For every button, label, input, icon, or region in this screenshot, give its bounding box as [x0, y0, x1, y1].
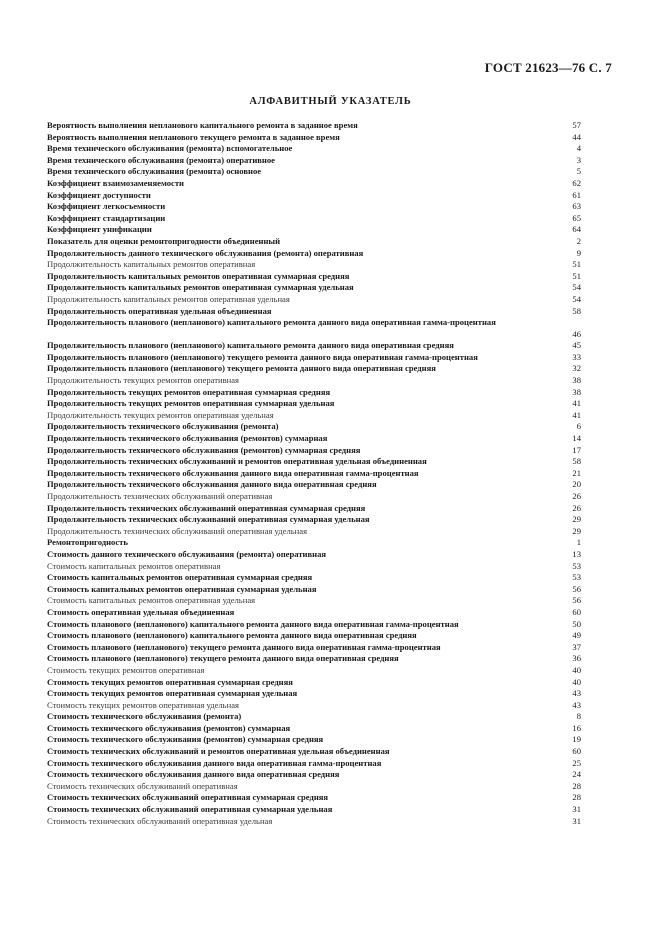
entry-page-number: 62 — [572, 177, 581, 188]
entry-term: Стоимость технических обслуживаний оперативная удельная — [47, 815, 273, 826]
entry-term: Продолжительность капитальных ремонтов оперативная — [47, 259, 256, 270]
entry-page-number: 14 — [572, 433, 581, 444]
index-entry — [47, 306, 581, 318]
entry-term: Продолжительность капитальных ремонтов оперативная удельная — [47, 293, 290, 304]
index-entry — [47, 816, 581, 828]
index-entry — [47, 468, 581, 480]
index-entry — [47, 410, 581, 422]
entry-page-number: 50 — [572, 618, 581, 629]
index-entry — [47, 781, 581, 793]
entry-page-number: 61 — [572, 189, 581, 200]
index-entry — [47, 549, 581, 561]
entry-page-number: 25 — [572, 757, 581, 768]
entry-page-number: 53 — [572, 572, 581, 583]
index-entry — [47, 236, 581, 248]
index-entry — [47, 537, 581, 549]
entry-page-number: 56 — [572, 583, 581, 594]
entry-page-number: 45 — [572, 340, 581, 351]
entry-page-number: 37 — [572, 641, 581, 652]
entry-term: Продолжительность данного технического обслуживания (ремонта) оперативная — [47, 247, 364, 258]
entry-page-number: 58 — [572, 456, 581, 467]
index-entry — [47, 143, 581, 155]
entry-term: Продолжительность технических обслуживаний и ремонтов оперативная удельная объединенная — [47, 456, 427, 467]
entry-term: Стоимость технического обслуживания (ремонтов) суммарная средняя — [47, 734, 324, 745]
index-entry — [47, 653, 581, 665]
index-entry — [47, 792, 581, 804]
entry-term: Коэффициент легкосъемности — [47, 201, 166, 212]
entry-term: Стоимость планового (непланового) текущего ремонта данного вида оперативная средняя — [47, 653, 399, 664]
entry-page-number: 29 — [572, 525, 581, 536]
index-entry — [47, 491, 581, 503]
entry-term: Стоимость технического обслуживания (ремонтов) суммарная — [47, 722, 291, 733]
index-title: АЛФАВИТНЫЙ УКАЗАТЕЛЬ — [249, 96, 412, 107]
entry-term: Стоимость технических обслуживаний оперативная суммарная удельная — [47, 804, 333, 815]
entry-page-number: 54 — [572, 282, 581, 293]
entry-term: Продолжительность оперативная удельная объединенная — [47, 305, 272, 316]
entry-page-number: 31 — [572, 804, 581, 815]
entry-page-number: 38 — [572, 375, 581, 386]
index-entry — [47, 723, 581, 735]
entry-term: Продолжительность текущих ремонтов оперативная — [47, 375, 240, 386]
entry-term: Стоимость капитальных ремонтов оперативная — [47, 560, 221, 571]
entry-term: Продолжительность планового (непланового) капитального ремонта данного вида оперативная гамма-процентная — [47, 317, 496, 328]
index-entry — [47, 561, 581, 573]
index-entry — [47, 271, 581, 283]
index-entry — [47, 607, 581, 619]
entry-term: Продолжительность планового (непланового) текущего ремонта данного вида оперативная средняя — [47, 363, 436, 374]
entry-term: Стоимость данного технического обслуживания (ремонта) оперативная — [47, 548, 327, 559]
entry-page-number: 19 — [572, 734, 581, 745]
entry-term: Продолжительность технических обслуживаний оперативная суммарная удельная — [47, 514, 370, 525]
index-entry — [47, 769, 581, 781]
entry-page-number: 54 — [572, 293, 581, 304]
entry-term: Стоимость планового (непланового) капитального ремонта данного вида оперативная гамма-процентная — [47, 618, 459, 629]
entry-term: Стоимость капитальных ремонтов оперативная удельная — [47, 595, 256, 606]
entry-term: Продолжительность планового (непланового) текущего ремонта данного вида оперативная гамма-процентная — [47, 351, 478, 362]
index-entry — [47, 734, 581, 746]
entry-page-number: 60 — [572, 746, 581, 757]
index-entry — [47, 456, 581, 468]
index-entry — [47, 387, 581, 399]
index-entry — [47, 340, 581, 352]
entry-term: Стоимость текущих ремонтов оперативная суммарная удельная — [47, 688, 298, 699]
entry-page-number: 38 — [572, 386, 581, 397]
entry-page-number: 3 — [576, 154, 581, 165]
entry-term: Продолжительность капитальных ремонтов оперативная суммарная средняя — [47, 270, 350, 281]
entry-page-number: 65 — [572, 212, 581, 223]
entry-page-number: 63 — [572, 201, 581, 212]
entry-term: Время технического обслуживания (ремонта) основное — [47, 166, 262, 177]
entry-term: Стоимость текущих ремонтов оперативная удельная — [47, 699, 239, 710]
entry-page-number: 51 — [572, 259, 581, 270]
entry-page-number: 57 — [572, 120, 581, 130]
index-entry — [47, 700, 581, 712]
entry-page-number: 43 — [572, 699, 581, 710]
index-entry — [47, 166, 581, 178]
entry-term: Продолжительность текущих ремонтов оперативная удельная — [47, 409, 274, 420]
entry-term: Вероятность выполнения непланового капитального ремонта в заданное время — [47, 120, 358, 130]
index-entry — [47, 514, 581, 526]
entry-page-number: 1 — [576, 537, 581, 548]
entry-term: Коэффициент взаимозаменяемости — [47, 177, 184, 188]
entry-page-number: 32 — [572, 363, 581, 374]
index-entry — [47, 132, 581, 144]
index-entry — [47, 526, 581, 538]
index-entry — [47, 178, 581, 190]
standard-designation: ГОСТ 21623—76 С. 7 — [484, 60, 612, 75]
entry-page-number: 26 — [572, 502, 581, 513]
entry-page-number: 8 — [576, 711, 581, 722]
index-entry — [47, 630, 581, 642]
entry-page-number: 56 — [572, 595, 581, 606]
entry-page-number: 46 — [572, 328, 581, 339]
index-entry — [47, 398, 581, 410]
index-entry — [47, 619, 581, 631]
entry-term: Стоимость технических обслуживаний оперативная — [47, 780, 238, 791]
entry-page-number: 4 — [576, 143, 581, 154]
entry-page-number: 49 — [572, 630, 581, 641]
index-entries — [47, 120, 581, 827]
entry-term: Продолжительность капитальных ремонтов оперативная суммарная удельная — [47, 282, 354, 293]
index-entry — [47, 677, 581, 689]
index-entry — [47, 479, 581, 491]
entry-page-number: 36 — [572, 653, 581, 664]
index-entry — [47, 758, 581, 770]
index-entry — [47, 642, 581, 654]
index-entry — [47, 282, 581, 294]
entry-term: Стоимость планового (непланового) текущего ремонта данного вида оперативная гамма-процентная — [47, 641, 441, 652]
entry-page-number: 26 — [572, 491, 581, 501]
entry-term: Продолжительность текущих ремонтов оперативная суммарная удельная — [47, 398, 335, 409]
entry-term: Вероятность выполнения непланового текущего ремонта в заданное время — [47, 131, 340, 142]
index-entry — [47, 433, 581, 445]
entry-page-number: 41 — [572, 409, 581, 420]
entry-term: Продолжительность технического обслуживания (ремонта) — [47, 421, 279, 432]
entry-term: Продолжительность технических обслуживаний оперативная — [47, 491, 273, 501]
index-entry — [47, 688, 581, 700]
index-entry — [47, 317, 581, 340]
index-entry — [47, 190, 581, 202]
index-entry — [47, 120, 581, 132]
entry-term: Стоимость технических обслуживаний оперативная суммарная средняя — [47, 792, 329, 803]
index-entry — [47, 363, 581, 375]
entry-term: Стоимость текущих ремонтов оперативная суммарная средняя — [47, 676, 293, 687]
entry-page-number: 21 — [572, 467, 581, 478]
entry-term: Коэффициент доступности — [47, 189, 151, 200]
index-entry — [47, 804, 581, 816]
entry-page-number: 24 — [572, 769, 581, 780]
index-entry — [47, 213, 581, 225]
index-entry — [47, 375, 581, 387]
entry-page-number: 64 — [572, 224, 581, 235]
index-entry — [47, 248, 581, 260]
entry-page-number: 28 — [572, 792, 581, 803]
entry-page-number: 58 — [572, 305, 581, 316]
entry-term: Стоимость оперативная удельная объединенная — [47, 606, 235, 617]
entry-page-number: 40 — [572, 676, 581, 687]
entry-page-number: 28 — [572, 780, 581, 791]
entry-term: Коэффициент унификации — [47, 224, 152, 235]
entry-page-number: 17 — [572, 444, 581, 455]
entry-page-number: 31 — [572, 815, 581, 826]
index-entry — [47, 421, 581, 433]
entry-term: Стоимость капитальных ремонтов оперативная суммарная удельная — [47, 583, 317, 594]
index-entry — [47, 503, 581, 515]
entry-page-number: 16 — [572, 722, 581, 733]
entry-term: Стоимость технического обслуживания данного вида оперативная гамма-процентная — [47, 757, 382, 768]
entry-term: Стоимость технического обслуживания данного вида оперативная средняя — [47, 769, 340, 780]
index-entry — [47, 584, 581, 596]
entry-term: Продолжительность технических обслуживаний оперативная удельная — [47, 525, 308, 536]
entry-page-number: 43 — [572, 688, 581, 699]
index-entry — [47, 572, 581, 584]
entry-term: Продолжительность текущих ремонтов оперативная суммарная средняя — [47, 386, 331, 397]
entry-page-number: 44 — [572, 131, 581, 142]
entry-page-number: 13 — [572, 548, 581, 559]
entry-term: Показатель для оценки ремонтопригодности объединенный — [47, 235, 281, 246]
entry-term: Стоимость капитальных ремонтов оперативная суммарная средняя — [47, 572, 313, 583]
entry-term: Продолжительность технических обслуживаний оперативная суммарная средняя — [47, 502, 366, 513]
entry-page-number: 33 — [572, 351, 581, 362]
index-entry — [47, 294, 581, 306]
index-entry — [47, 665, 581, 677]
entry-page-number: 2 — [576, 235, 581, 246]
entry-term: Коэффициент стандартизации — [47, 212, 166, 223]
entry-term: Стоимость текущих ремонтов оперативная — [47, 664, 205, 675]
index-entry — [47, 711, 581, 723]
index-entry — [47, 224, 581, 236]
entry-term: Стоимость технических обслуживаний и ремонтов оперативная удельная объединенная — [47, 746, 390, 757]
entry-page-number: 6 — [576, 421, 581, 432]
index-entry — [47, 595, 581, 607]
index-entry — [47, 352, 581, 364]
entry-page-number: 5 — [576, 166, 581, 177]
index-entry — [47, 201, 581, 213]
entry-term: Время технического обслуживания (ремонта) вспомогательное — [47, 143, 293, 154]
entry-page-number: 60 — [572, 606, 581, 617]
index-entry — [47, 259, 581, 271]
entry-page-number: 53 — [572, 560, 581, 571]
entry-term: Стоимость технического обслуживания (ремонта) — [47, 711, 242, 722]
index-entry — [47, 445, 581, 457]
entry-term: Время технического обслуживания (ремонта) оперативное — [47, 154, 275, 165]
index-entry — [47, 746, 581, 758]
entry-page-number: 40 — [572, 664, 581, 675]
entry-page-number: 51 — [572, 270, 581, 281]
entry-page-number: 41 — [572, 398, 581, 409]
entry-page-number: 20 — [572, 479, 581, 490]
entry-term: Продолжительность технического обслуживания (ремонтов) суммарная средняя — [47, 444, 361, 455]
entry-term: Продолжительность планового (непланового) капитального ремонта данного вида оперативная средняя — [47, 340, 454, 351]
entry-term: Продолжительность технического обслуживания данного вида оперативная гамма-процентная — [47, 467, 419, 478]
entry-term: Ремонтопригодность — [47, 537, 128, 548]
entry-term: Продолжительность технического обслуживания (ремонтов) суммарная — [47, 433, 328, 444]
entry-page-number: 9 — [576, 247, 581, 258]
entry-page-number: 29 — [572, 514, 581, 525]
index-entry — [47, 155, 581, 167]
entry-term: Стоимость планового (непланового) капитального ремонта данного вида оперативная средняя — [47, 630, 417, 641]
entry-term: Продолжительность технического обслуживания данного вида оперативная средняя — [47, 479, 377, 490]
